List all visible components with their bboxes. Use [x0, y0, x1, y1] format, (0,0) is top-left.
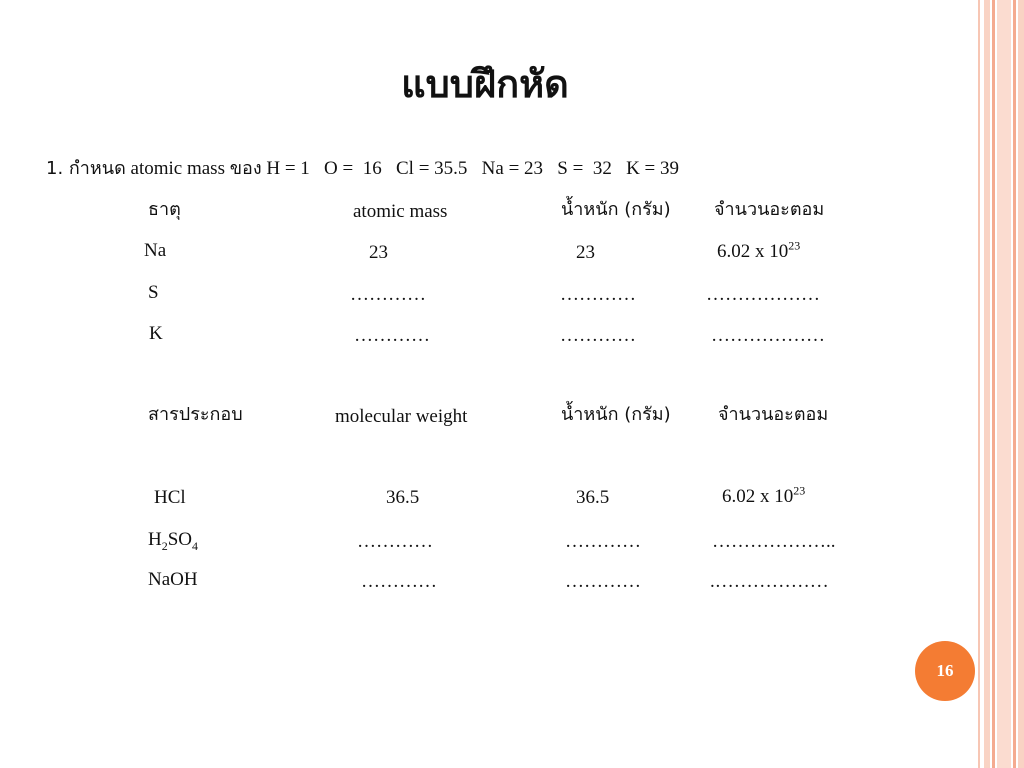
row-mass: 36.5 [386, 487, 420, 508]
side-stripe [1018, 0, 1024, 768]
row-mass: ………… [361, 571, 437, 592]
row-weight: 36.5 [576, 487, 610, 508]
formula-subscript: 4 [192, 538, 199, 553]
row-name: K [149, 323, 163, 344]
header-atom-count: จำนวนอะตอม [718, 404, 829, 425]
side-stripe [978, 0, 980, 768]
row-mass: ………… [350, 284, 426, 305]
count-base: 6.02 x 10 [717, 241, 789, 262]
row-name: S [148, 282, 159, 303]
row-mass: ………… [354, 325, 430, 346]
row-weight: ………… [565, 531, 641, 552]
row-weight: ………… [560, 325, 636, 346]
count-exponent: 23 [793, 483, 806, 498]
formula-subscript: 2 [161, 538, 168, 553]
row-name: Na [144, 240, 167, 261]
slide-title: แบบฝึกหัด [401, 62, 569, 106]
row-weight: ………… [560, 284, 636, 305]
count-exponent: 23 [788, 238, 801, 253]
header-atomic-mass: atomic mass [353, 201, 448, 222]
row-count: ……………… [706, 284, 820, 305]
question-values: H = 1 O = 16 Cl = 35.5 Na = 23 S = 32 K = 39 [266, 158, 680, 179]
row-name [148, 528, 198, 552]
row-weight: ………… [565, 571, 641, 592]
page-number-badge: 16 [915, 641, 975, 701]
formula-part: H [148, 529, 162, 550]
side-stripe [1013, 0, 1016, 768]
row-count: .……………… [710, 571, 829, 592]
header-weight: น้ำหนัก (กรัม) [561, 199, 671, 220]
side-stripe [984, 0, 990, 768]
header-atom-count: จำนวนอะตอม [714, 199, 825, 220]
question-label: atomic mass [130, 158, 225, 179]
question-prefix: 1. กำหนด [46, 158, 126, 179]
header-element: ธาตุ [148, 199, 181, 220]
header-molecular-weight: molecular weight [335, 406, 468, 427]
row-name: HCl [154, 487, 186, 508]
count-base: 6.02 x 10 [722, 486, 794, 507]
formula-part: SO [167, 529, 193, 550]
question-of: ของ [229, 158, 262, 179]
row-weight: 23 [576, 242, 595, 263]
row-count: ……………….. [712, 531, 836, 552]
row-count: ……………… [711, 325, 825, 346]
header-compound: สารประกอบ [148, 404, 243, 425]
header-weight: น้ำหนัก (กรัม) [561, 404, 671, 425]
side-stripe [997, 0, 1011, 768]
row-count [722, 485, 805, 509]
row-mass: 23 [369, 242, 388, 263]
side-stripe [992, 0, 995, 768]
row-count [717, 240, 800, 264]
question-line [46, 157, 679, 181]
row-name: NaOH [148, 569, 198, 590]
row-mass: ………… [357, 531, 433, 552]
